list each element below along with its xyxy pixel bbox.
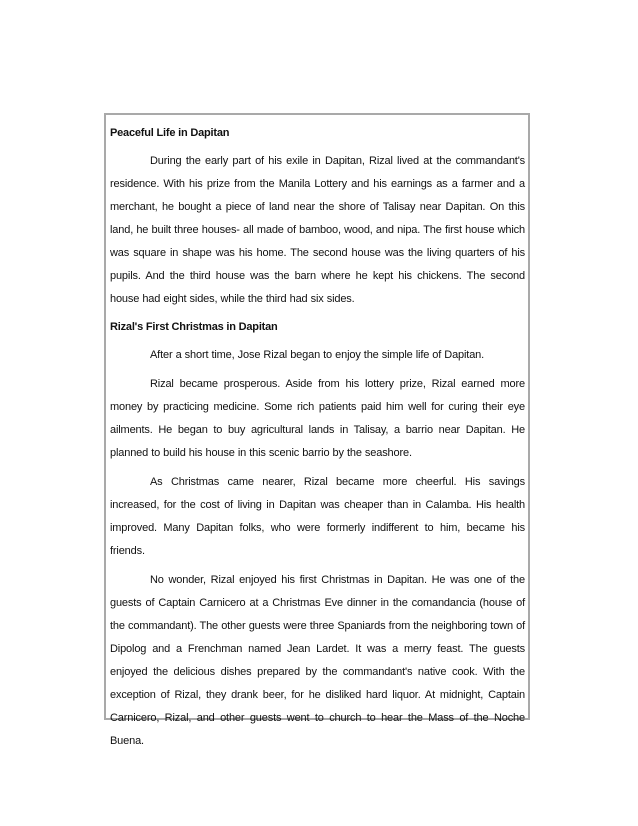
paragraph-prosperous: Rizal became prosperous. Aside from his lottery prize, Rizal earned more money by practicing medicine. Some rich patients paid him well for curing their eye ailments. He began to buy agricultural lands in Talisay, a barrio near Dapitan. He planned to build his house in this scenic barrio by the seashore.	[110, 378, 525, 459]
section-heading-peaceful-life: Peaceful Life in Dapitan	[110, 127, 230, 139]
paragraph-christmas-nearer: As Christmas came nearer, Rizal became more cheerful. His savings increased, for the cost of living in Dapitan was cheaper than in Calamba. His health improved. Many Dapitan folks, who were formerly indifferent to him, became his friends.	[110, 476, 525, 557]
document-frame	[104, 113, 530, 747]
paragraph-exile-residence: During the early part of his exile in Dapitan, Rizal lived at the commandant's residence. With his prize from the Manila Lottery and his earnings as a farmer and a merchant, he bought a piece of land near the shore of Talisay near Dapitan. On this land, he built three houses- all made of bamboo, wood, and nipa. The first house which was square in shape was his home. The second house was the living quarters of his pupils. And the third house was the barn where he kept his chickens. The second house had eight sides, while the third had six sides.	[110, 155, 525, 305]
paragraph-christmas-dinner: No wonder, Rizal enjoyed his first Christmas in Dapitan. He was one of the guests of Captain Carnicero at a Christmas Eve dinner in the comandancia (house of the commandant). The other guests were three Spaniards from the neighboring town of Dipolog and a Frenchman named Jean Lardet. It was a merry feast. The guests enjoyed the delicious dishes prepared by the commandant's native cook. With the exception of Rizal, they drank beer, for he disliked hard liquor. At midnight, Captain Carnicero, Rizal, and other guests went to church to hear the Mass of the Noche Buena.	[110, 574, 525, 747]
paragraph-simple-life: After a short time, Jose Rizal began to enjoy the simple life of Dapitan.	[150, 349, 485, 361]
section-heading-first-christmas: Rizal's First Christmas in Dapitan	[110, 321, 278, 333]
